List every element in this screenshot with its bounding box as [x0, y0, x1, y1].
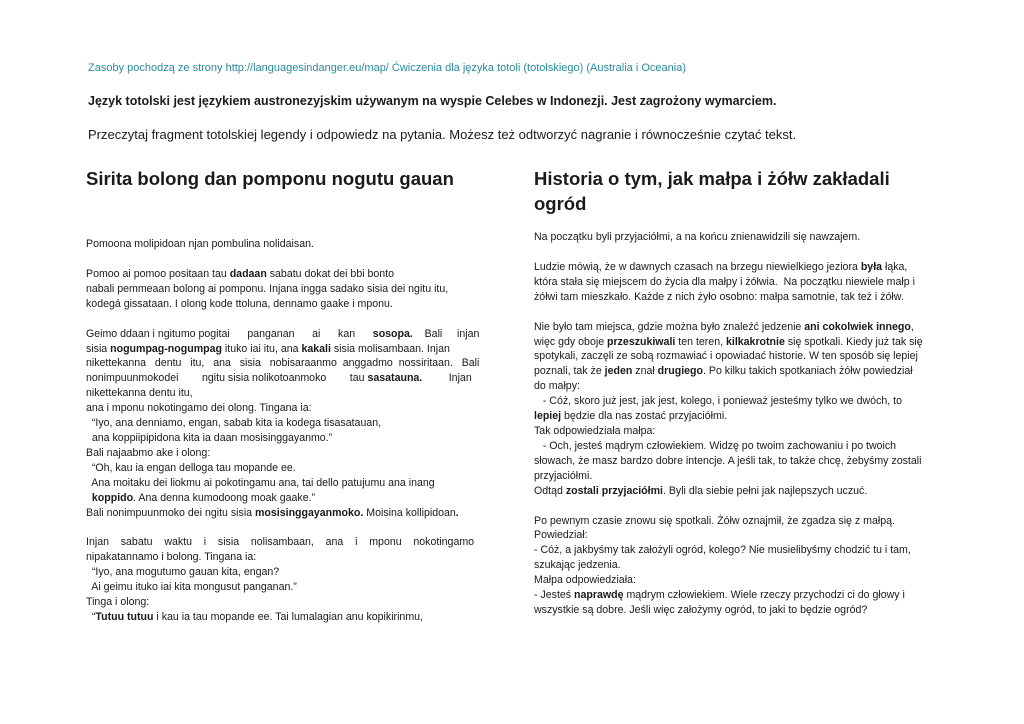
- text-line: [534, 424, 938, 439]
- text-line: [86, 386, 490, 401]
- text-run: . Ana denna kumodoong moak gaake.”: [133, 491, 316, 504]
- bold-word: przeszukiwali: [607, 335, 676, 348]
- text-run: - Jesteś: [534, 589, 575, 602]
- bold-word: nogumpag-nogumpag: [110, 342, 222, 355]
- text-run: sisia molisambaan. Injan: [330, 342, 450, 355]
- text-run: ana i mponu nokotingamo dei olong. Tingana ia:: [86, 402, 312, 415]
- bold-word: kakali: [301, 342, 331, 355]
- text-line: [534, 394, 938, 409]
- text-run: “Oh, kau ia engan delloga tau mopande ee.: [86, 461, 296, 474]
- text-line: [534, 364, 938, 379]
- text-line: [86, 446, 490, 461]
- bold-word: lepiej: [534, 410, 562, 423]
- text-line: [86, 327, 490, 342]
- text-run: łąka,: [882, 260, 908, 273]
- text-run: będzie dla nas zostać przyjaciółmi.: [561, 410, 728, 423]
- text-run: Geimo ddaan i ngitumo pogitai panganan ai kan: [86, 327, 373, 340]
- text-run: Injan sabatu waktu i sisia nolisambaan, ana i mponu nokotingamo: [86, 536, 475, 549]
- legend-translation-paragraph-2: [534, 260, 938, 305]
- text-line: [534, 275, 938, 290]
- bold-word: ani cokolwiek innego: [804, 320, 911, 333]
- text-run: wszystkie są dobre. Jeśli więc założymy ogród, to jaki to będzie ogród?: [534, 603, 868, 616]
- text-line: [534, 603, 938, 618]
- text-run: nikettekanna dentu itu,: [86, 387, 193, 400]
- text-line: [86, 267, 490, 282]
- bold-word: jeden: [604, 365, 633, 378]
- text-run: znał: [632, 365, 658, 378]
- text-line: [86, 356, 490, 371]
- intro-text: Język totolski jest językiem austronezyjskim używanym na wyspie Celebes w Indonezji. Jest zagrożony wymarciem.: [88, 94, 777, 108]
- bold-word: sosopa.: [372, 327, 413, 340]
- text-run: do małpy:: [534, 380, 580, 393]
- text-run: nipakatannamo i bolong. Tingana ia:: [86, 551, 257, 564]
- text-line: [86, 550, 490, 565]
- text-run: sabatu dokat dei bbi bonto: [266, 267, 395, 280]
- text-line: [86, 282, 490, 297]
- text-line: [534, 543, 938, 558]
- text-run: Injan: [422, 372, 472, 385]
- text-run: przyjaciółmi.: [534, 469, 593, 482]
- text-line: [534, 260, 938, 275]
- text-line: [534, 528, 938, 543]
- text-run: Moisina kollipidoan: [363, 506, 456, 519]
- text-run: żółwi tam mieszkało. Każde z nich żyło osobno: małpa samotnie, tak też i żółw.: [534, 290, 904, 303]
- text-line: [86, 476, 490, 491]
- text-line: [86, 401, 490, 416]
- text-run: Pomoo ai pomoo positaan tau: [86, 267, 230, 280]
- source-line: Zasoby pochodzą ze strony http://languagesindanger.eu/map/ Ćwiczenia dla języka totoli (totolskiego) (Australia i Oceania): [88, 62, 686, 74]
- legend-original-paragraph-2: [86, 267, 490, 312]
- text-run: Nie było tam miejsca, gdzie można było znaleźć jedzenie: [534, 320, 805, 333]
- text-run: słowach, że masz bardzo dobre intencje. A jeśli tak, to także chcę, żebyśmy zostali: [534, 454, 922, 467]
- text-line: [86, 610, 490, 625]
- text-line: [86, 580, 490, 595]
- text-run: poznali, tak że: [534, 365, 605, 378]
- legend-translation-column: [534, 166, 938, 618]
- text-run: kodegá gissataan. I olong kode ttoluna, dennamo gaake i mponu.: [86, 297, 393, 310]
- text-run: nabali pemmeaan bolong ai pomponu. Injana ingga sadako sisia dei ngitu itu,: [86, 282, 449, 295]
- text-line: [534, 588, 938, 603]
- text-run: ituko iai itu, ana: [221, 342, 302, 355]
- legend-original-paragraph-4: [86, 535, 490, 624]
- text-line: [534, 379, 938, 394]
- text-line: [86, 565, 490, 580]
- text-run: Powiedział:: [534, 529, 588, 542]
- text-run: ana koppiipipidona kita ia daan mosisinggayanmo.”: [86, 431, 333, 444]
- legend-translation-title: Historia o tym, jak małpa i żółw zakładali ogród: [534, 168, 890, 214]
- text-run: “Iyo, ana denniamo, engan, sabab kita ia kodega tisasatauan,: [86, 417, 382, 430]
- text-line: [86, 416, 490, 431]
- text-run: . Po kilku takich spotkaniach żółw powiedział: [703, 365, 913, 378]
- text-line: [86, 371, 490, 386]
- text-line: [86, 297, 490, 312]
- text-line: [534, 290, 938, 305]
- text-run: - Cóż, a jakbyśmy tak założyli ogród, kolego? Nie musielibyśmy chodzić tu i tam,: [534, 544, 911, 557]
- text-line: [86, 506, 490, 521]
- text-line: [86, 431, 490, 446]
- text-run: Małpa odpowiedziała:: [534, 574, 636, 587]
- text-run: ten teren,: [675, 335, 726, 348]
- text-line: [534, 439, 938, 454]
- legend-original-paragraph-1: Pomoona molipidoan njan pombulina nolidaisan.: [86, 238, 314, 250]
- text-run: - Cóż, skoro już jest, jak jest, kolego, i ponieważ jesteśmy tylko we dwóch, to: [534, 395, 902, 408]
- legend-original-title: Sirita bolong dan pomponu nogutu gauan: [86, 168, 454, 189]
- text-run: Tinga i olong:: [86, 596, 150, 609]
- bold-word: sasatauna.: [367, 372, 423, 385]
- legend-original-paragraph-3: [86, 327, 490, 521]
- text-run: która stała się miejscem do życia dla małpy i żółwia. Na początku niewiele małp i: [534, 275, 915, 288]
- text-line: [534, 484, 938, 499]
- bold-word: mosisinggayanmoko.: [255, 506, 364, 519]
- text-line: [534, 469, 938, 484]
- instruction-text: Przeczytaj fragment totolskiej legendy i odpowiedz na pytania. Możesz też odtworzyć nagranie i równocześnie czytać tekst.: [88, 127, 797, 142]
- bold-word: .: [455, 506, 459, 519]
- bold-word: kilkakrotnie: [725, 335, 785, 348]
- text-run: ,: [910, 320, 914, 333]
- text-run: nikettekanna dentu itu, ana sisia nobisaraanmo anggadmo nossiritaan. Bali: [86, 357, 480, 370]
- text-line: [86, 461, 490, 476]
- text-run: nonimpuunmokodei ngitu sisia nolikotoanmoko tau: [86, 372, 368, 385]
- text-run: Ai geimu ituko iai kita mongusut panganan.”: [86, 581, 297, 594]
- bold-word: naprawdę: [574, 589, 624, 602]
- text-run: sisia: [86, 342, 111, 355]
- legend-translation-paragraph-1: Na początku byli przyjaciółmi, a na końcu znienawidzili się nawzajem.: [534, 231, 861, 243]
- bold-word: dadaan: [229, 267, 267, 280]
- text-line: [534, 454, 938, 469]
- legend-original-column: [86, 166, 490, 625]
- text-run: Tak odpowiedziała małpa:: [534, 424, 656, 437]
- bold-word: koppido: [91, 491, 134, 504]
- text-run: Bali injan: [412, 327, 480, 340]
- bold-word: drugiego: [657, 365, 703, 378]
- text-line: [86, 595, 490, 610]
- text-run: mądrym człowiekiem. Wiele rzeczy przychodzi ci do głowy i: [623, 589, 905, 602]
- bold-word: Tutuu tutuu: [95, 610, 154, 623]
- text-line: [534, 558, 938, 573]
- text-run: - Och, jesteś mądrym człowiekiem. Widzę po twoim zachowaniu i po twoich: [534, 439, 897, 452]
- text-line: [534, 320, 938, 335]
- text-run: szukając jedzenia.: [534, 559, 621, 572]
- text-run: Bali najaabmo ake i olong:: [86, 446, 211, 459]
- text-run: Bali nonimpuunmoko dei ngitu sisia: [86, 506, 256, 519]
- text-line: [534, 514, 938, 529]
- text-run: . Byli dla siebie pełni jak najlepszych uczuć.: [662, 484, 868, 497]
- text-run: Po pewnym czasie znowu się spotkali. Żółw oznajmił, że zgadza się z małpą.: [534, 514, 895, 527]
- text-run: się spotkali. Kiedy już tak się: [784, 335, 923, 348]
- text-run: Odtąd: [534, 484, 566, 497]
- text-run: “: [86, 610, 96, 623]
- text-line: [534, 573, 938, 588]
- text-run: Ana moitaku dei liokmu ai pokotingamu ana, tai dello patujumu ana inang: [86, 476, 435, 489]
- text-line: [86, 491, 490, 506]
- text-line: [534, 349, 938, 364]
- text-line: [534, 409, 938, 424]
- text-line: [534, 335, 938, 350]
- legend-translation-paragraph-4: [534, 514, 938, 618]
- text-line: [86, 342, 490, 357]
- text-line: [86, 535, 490, 550]
- text-run: więc gdy oboje: [534, 335, 608, 348]
- text-run: Ludzie mówią, że w dawnych czasach na brzegu niewielkiego jeziora: [534, 260, 861, 273]
- bold-word: była: [860, 260, 883, 273]
- text-run: spotykali, zaczęli ze sobą rozmawiać i opowiadać historie. W ten sposób się lepiej: [534, 350, 918, 363]
- legend-translation-paragraph-3: [534, 320, 938, 499]
- text-run: “Iyo, ana mogutumo gauan kita, engan?: [86, 566, 280, 579]
- bold-word: zostali przyjaciółmi: [565, 484, 663, 497]
- text-run: i kau ia tau mopande ee. Tai lumalagian anu kopikirinmu,: [153, 610, 423, 623]
